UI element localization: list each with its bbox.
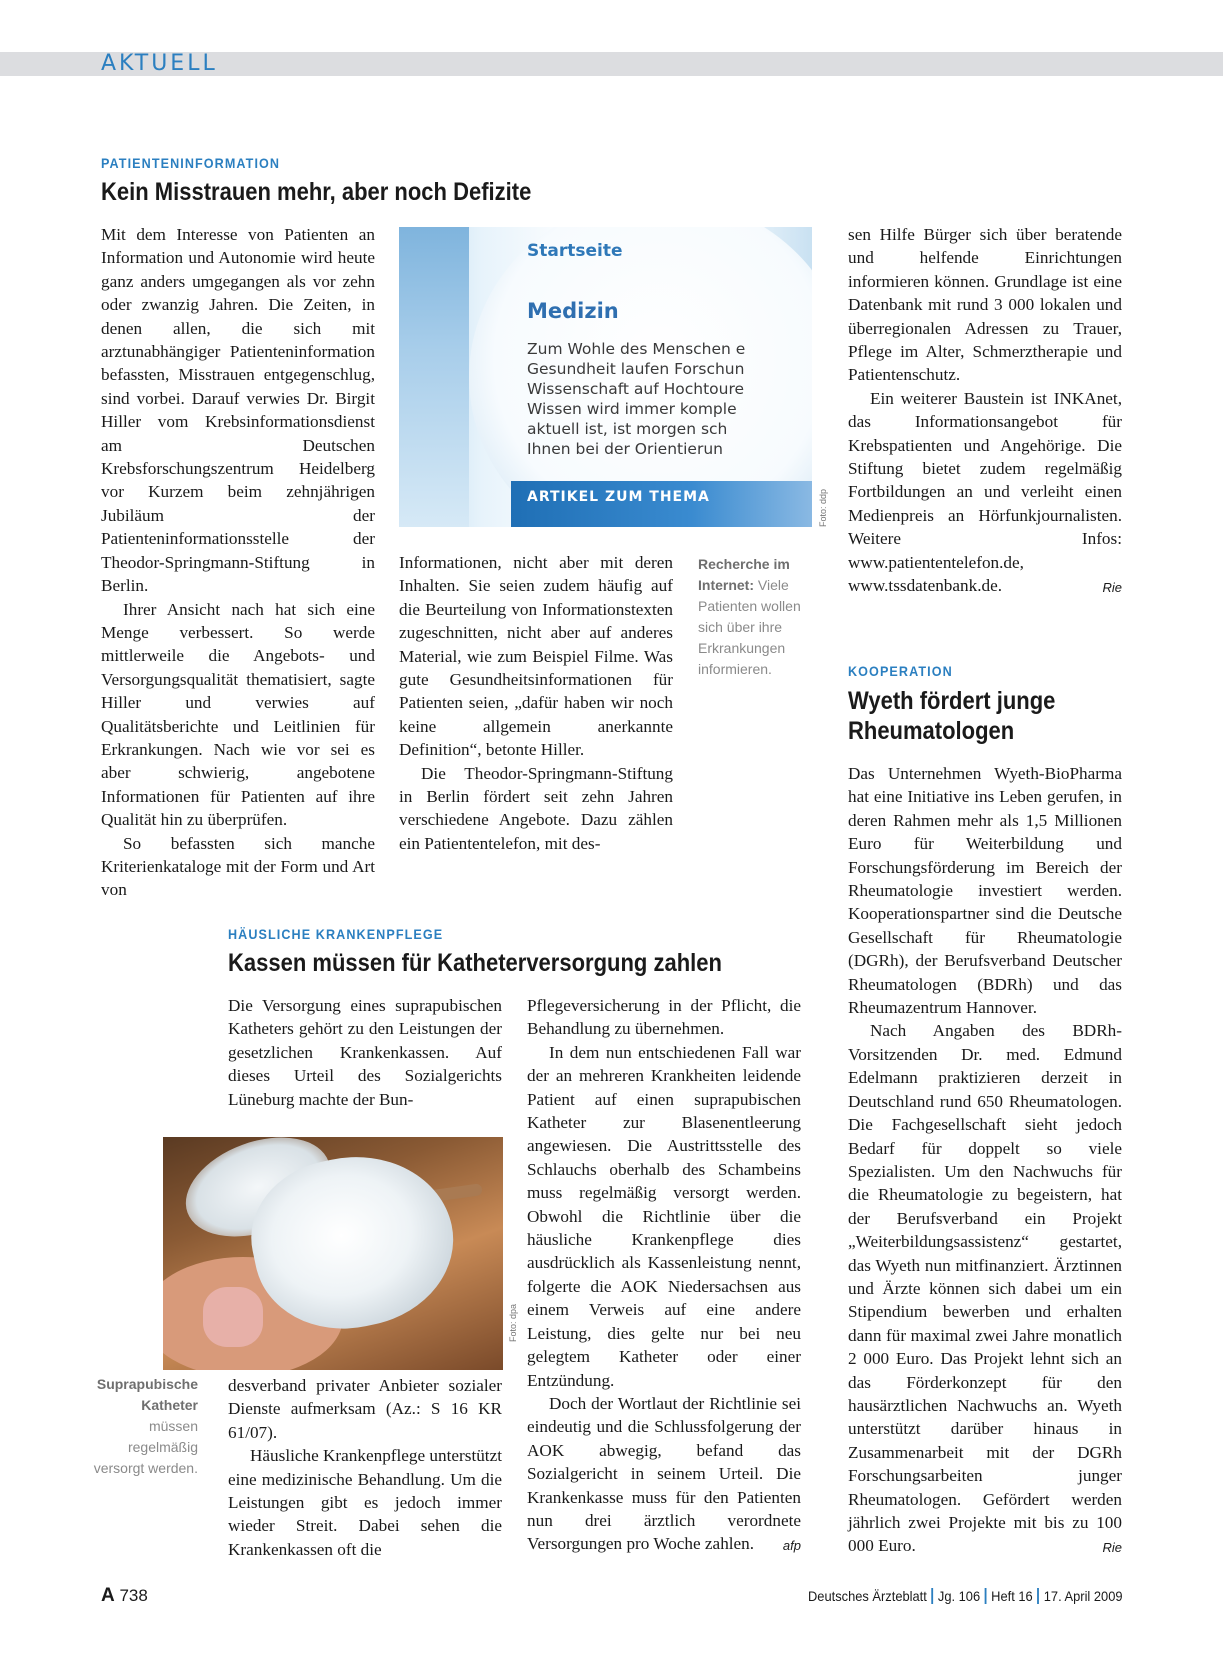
article3-column: [848, 762, 1122, 1559]
article1-kicker: PATIENTENINFORMATION: [101, 155, 281, 171]
section-title: AKTUELL: [101, 51, 218, 76]
photo-text-artikel: ARTIKEL ZUM THEMA: [527, 489, 710, 505]
caption-bold: Suprapubische Katheter: [96, 1376, 198, 1413]
paragraph: sen Hilfe Bürger sich über beratende und helfende Einrichtungen informieren können. Grundlage ist eine Datenbank mit rund 3 000 lokalen und überregionalen Adressen zu Trauer, Pflege im Alter, Schmerztherapie und Patientenschutz.: [848, 225, 1122, 385]
photo-credit-2: Foto: dpa: [508, 1303, 518, 1342]
article3-headline-line2: Rheumatologen: [848, 717, 1015, 745]
paragraph: Pflegeversicherung in der Pflicht, die Behandlung zu übernehmen.: [527, 996, 801, 1039]
photo-text-medizin: Medizin: [527, 299, 619, 323]
article2-caption: [90, 1374, 198, 1479]
signature: afp: [782, 1537, 801, 1553]
article3-kicker: KOOPERATION: [848, 663, 953, 679]
journal-volume: Jg. 106: [937, 1588, 981, 1604]
paragraph: desverband privater Anbieter sozialer Dienste aufmerksam (Az.: S 16 KR 61/07).: [228, 1376, 502, 1442]
caption-bold: Recherche im Internet:: [698, 556, 790, 593]
photo-text-lines: Zum Wohle des Menschen e Gesundheit laufen Forschun Wissenschaft auf Hochtoure Wissen wird immer komple aktuell ist, ist morgen sch Ihnen bei der Orientierun: [527, 340, 746, 458]
paragraph: Ihrer Ansicht nach hat sich eine Menge verbessert. So werde mittlerweile die Angebots- und Versorgungsqualität thematisiert, sagte Hiller und verwies auf Qualitätsberichte und Leitlinien für Erkrankungen. Nach wie vor sei es aber schwierig, angebotene Informationen für Patienten auf ihre Qualität hin zu überprüfen.: [101, 599, 375, 830]
paragraph: Die Theodor-Springmann-Stiftung in Berlin fördert seit zehn Jahren verschiedene Angebote. Dazu zählen ein Patiententelefon, mit des-: [399, 763, 673, 853]
paragraph: Ein weiterer Baustein ist INKAnet, das Informationsangebot für Krebspatienten und Angehörige. Die Stiftung bietet zudem regelmäßig Fortbildungen an und verleiht einen Medienpreis an Hörfunkjournalisten. Weitere Infos: www.patiententelefon.de, www.tssdatenbank.de.: [848, 388, 1122, 596]
article2-headline: Kassen müssen für Katheterversorgung zahlen: [228, 949, 722, 977]
paragraph: Das Unternehmen Wyeth-BioPharma hat eine Initiative ins Leben gerufen, in deren Rahmen mehr als 1,5 Millionen Euro für Weiterbildung und Forschungsförderung im Bereich der Rheumatologie investiert werden. Kooperationspartner sind die Deutsche Gesellschaft für Rheumatologie (DGRh), der Berufsverband Deutscher Rheumatologen (BDRh) und das Rheumazentrum Hannover.: [848, 764, 1122, 1018]
page-number-value: 738: [119, 1586, 148, 1605]
signature: Rie: [1102, 1539, 1122, 1555]
article2-column-2: [527, 994, 801, 1557]
signature: Rie: [1102, 579, 1122, 595]
separator: [931, 1588, 933, 1604]
caption-text: müssen regelmäßig versorgt werden.: [93, 1418, 198, 1476]
separator: [985, 1588, 987, 1604]
photo-text-startseite: Startseite: [527, 241, 623, 261]
journal-date: 17. April 2009: [1043, 1588, 1123, 1604]
paragraph: Informationen, nicht aber mit deren Inhalten. Sie seien zudem häufig auf die Beurteilung von Informationstexten zugeschnitten, nicht aber auf anderes Material, wie zum Beispiel Filme. Was gute Gesundheitsinformationen für Patienten seien, „dafür haben wir noch keine allgemein anerkannte Definition“, betonte Hiller.: [399, 553, 673, 760]
paragraph: Nach Angaben des BDRh-Vorsitzenden Dr. med. Edmund Edelmann praktizieren derzeit in Deutschland rund 650 Rheumatologen. Die Fachgesellschaft sieht jedoch Bedarf für doppelt so viele Spezialisten. Um den Nachwuchs für die Rheumatologie zu begeistern, hat der Berufsverband ein Projekt „Weiterbildungsassistenz“ gestartet, das Wyeth nun mitfinanziert. Ärztinnen und Ärzte können sich dabei um ein Stipendium bewerben und erhalten dann für maximal zwei Jahre monatlich 2 000 Euro. Das Projekt lehnt sich an das Förderkonzept für den hausärztlichen Nachwuchs an. Wyeth unterstützt darüber hinaus in Zusammenarbeit mit der DGRh Forschungsarbeiten junger Rheumatologen. Gefördert werden jährlich zwei Projekte mit bis zu 100 000 Euro.: [848, 1021, 1122, 1556]
paragraph: Die Versorgung eines suprapubischen Katheters gehört zu den Leistungen der gesetzlichen Krankenkassen. Auf dieses Urteil des Sozialgerichts Lüneburg machte der Bun-: [228, 996, 502, 1109]
paragraph: In dem nun entschiedenen Fall war der an mehreren Krankheiten leidende Patient auf einen suprapubischen Katheter zur Blasenentleerung angewiesen. Die Austrittsstelle des Schlauchs oberhalb des Schambeins muss regelmäßig versorgt werden. Obwohl die Richtlinie über die häusliche Krankenpflege dies ausdrücklich als Kassenleistung nennt, folgerte die AOK Niedersachsen aus einem Verweis auf eine andere Leistung, dies gelte nur bei neu gelegtem Katheter oder einer Entzündung.: [527, 1042, 801, 1390]
website-magnifier-photo: [399, 227, 812, 527]
article1-column-1: [101, 223, 375, 902]
paragraph: So befassten sich manche Kriterienkataloge mit der Form und Art von: [101, 833, 375, 900]
paragraph: Mit dem Interesse von Patienten an Information und Autonomie wird heute ganz anders umgegangen als vor zehn oder zwanzig Jahren. Die Zeiten, in denen allen, die sich mit arztunabhängiger Patienteninformation befassten, Misstrauen entgegenschlug, sind vorbei. Darauf verwies Dr. Birgit Hiller vom Krebsinformationsdienst am Deutschen Krebsforschungszentrum Heidelberg vor Kurzem beim zehnjährigen Jubiläum der Patienteninformationsstelle der Theodor-Springmann-Stiftung in Berlin.: [101, 225, 375, 596]
paragraph: Doch der Wortlaut der Richtlinie sei eindeutig und die Schlussfolgerung der AOK abwegig, befand das Sozialgericht in seinem Urteil. Die Krankenkasse muss für den Patienten nun drei ärztlich verordnete Versorgungen pro Woche zahlen.: [527, 1393, 801, 1554]
photo-sidebar: [399, 227, 469, 527]
gloved-hands-photo: [163, 1137, 503, 1370]
article1-caption: [698, 554, 810, 680]
caption-text: Viele Patienten wollen sich über ihre Erkrankungen informieren.: [698, 577, 801, 677]
page-number: [101, 1585, 148, 1607]
photo-credit-1: Foto: ddp: [818, 488, 828, 527]
separator: [1037, 1588, 1039, 1604]
journal-footer: [808, 1588, 1123, 1604]
article2-column-1-bottom: [228, 1374, 502, 1561]
photo-sleeve: [203, 1287, 263, 1347]
article2-column-1-top: [228, 994, 502, 1111]
article1-column-2: [399, 551, 673, 855]
paragraph: Häusliche Krankenpflege unterstützt eine medizinische Behandlung. Um die Leistungen gibt es jedoch immer wieder Streit. Dabei sehen die Krankenkassen oft die: [228, 1446, 502, 1559]
article3-headline-line1: Wyeth fördert junge: [848, 687, 1056, 715]
article1-column-3: [848, 223, 1122, 599]
page-prefix: A: [101, 1585, 115, 1606]
journal-issue: Heft 16: [991, 1588, 1033, 1604]
article2-kicker: HÄUSLICHE KRANKENPFLEGE: [228, 926, 444, 942]
article1-headline: Kein Misstrauen mehr, aber noch Defizite: [101, 178, 532, 206]
journal-name: Deutsches Ärzteblatt: [808, 1588, 927, 1604]
